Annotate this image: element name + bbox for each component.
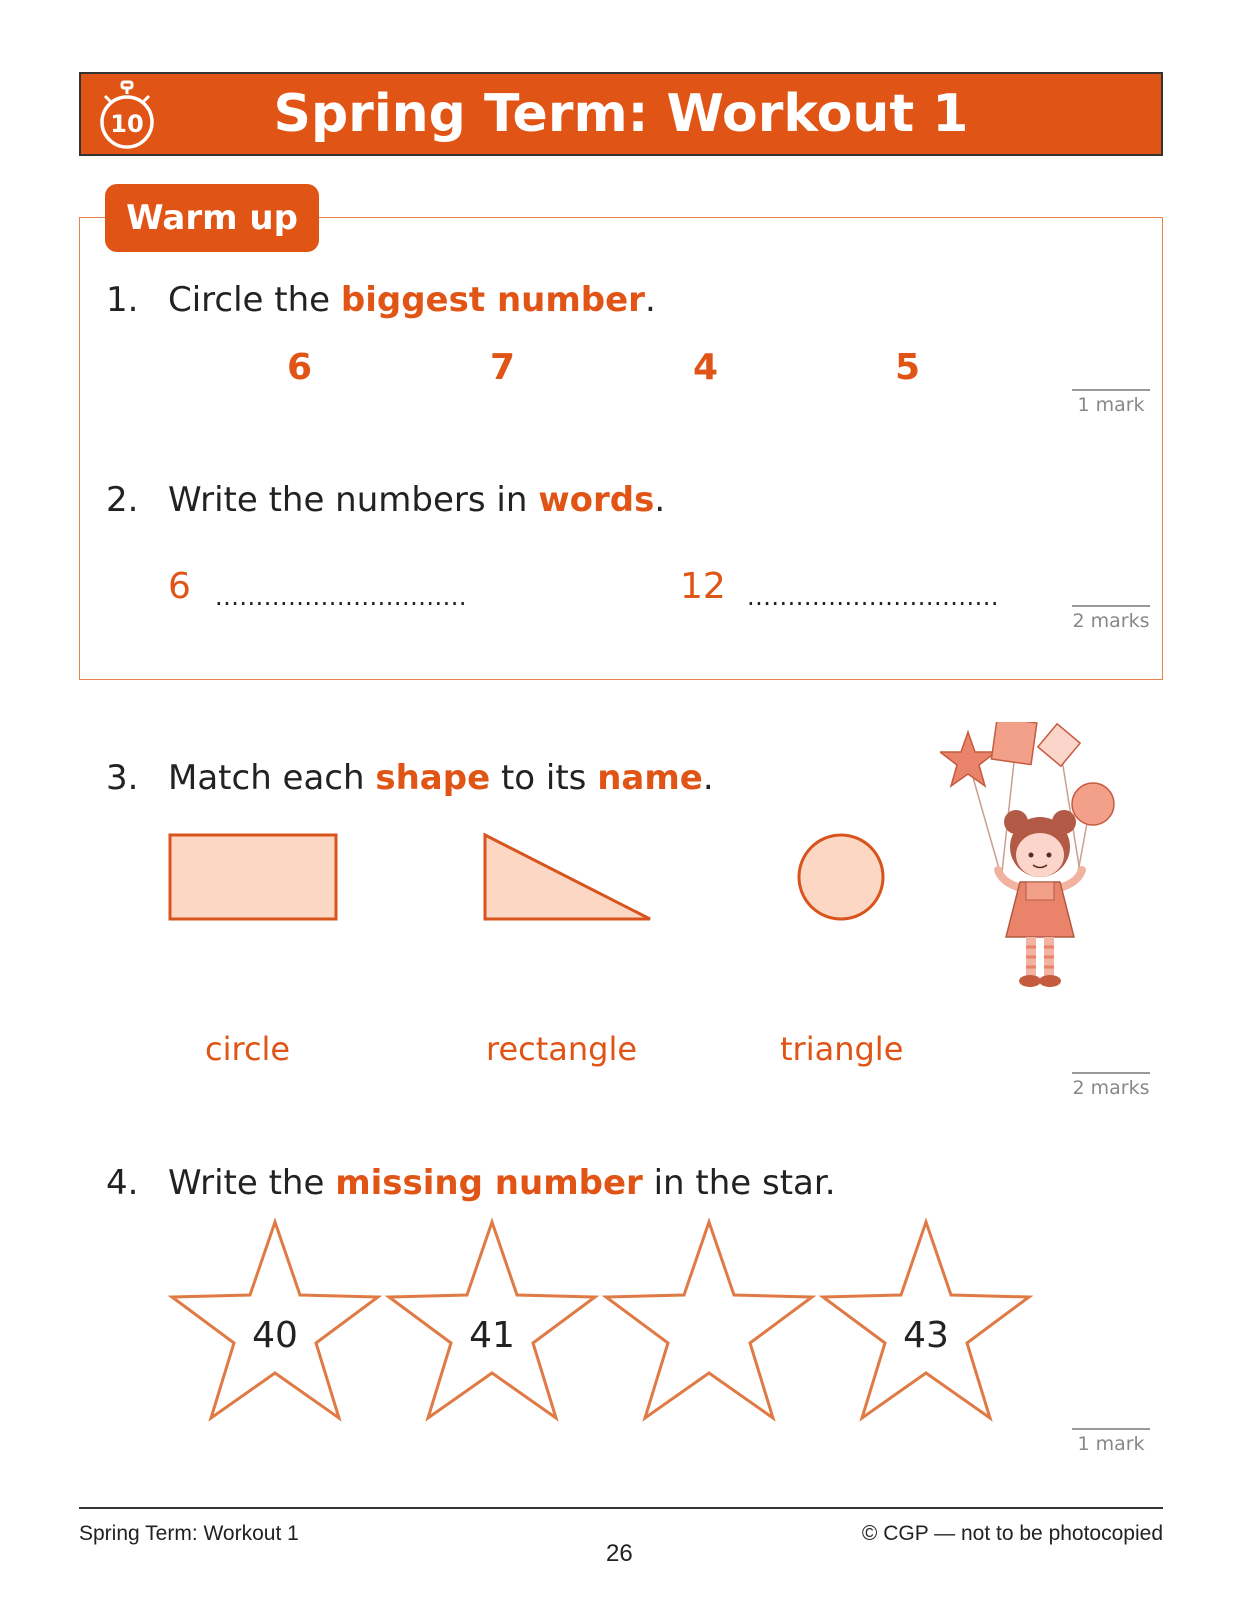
q4-number: 4. [106,1163,139,1203]
shape-name-triangle[interactable]: triangle [780,1030,904,1068]
q4-text [168,1163,836,1203]
star-3-missing[interactable] [606,1222,812,1418]
q1-highlight: biggest number [340,280,645,320]
q3-text-before: Match each [168,758,376,798]
timer-minutes: 10 [110,110,144,138]
circle-shape[interactable] [799,835,883,919]
q3-highlight-name: name [597,758,703,798]
q3-text-after: . [702,758,714,798]
q4-marks: 1 mark [1072,1428,1150,1455]
warmup-label: Warm up [105,184,319,252]
q4-text-after: in the star. [642,1163,836,1203]
q1-marks: 1 mark [1072,389,1150,416]
shape-name-rectangle[interactable]: rectangle [486,1030,638,1068]
q1-text-before: Circle the [168,280,341,320]
page-title: Spring Term: Workout 1 [273,84,969,144]
star-1-number: 40 [252,1315,298,1356]
girl-with-balloons-illustration [940,722,1140,1012]
q1-option-4[interactable]: 5 [895,347,921,388]
q1-option-3[interactable]: 4 [693,347,719,388]
q2-answer-line-2[interactable]: ............................... [747,583,999,611]
q3-marks: 2 marks [1072,1072,1150,1099]
q1-option-2[interactable]: 7 [490,347,516,388]
footer-divider [79,1507,1163,1509]
q2-marks: 2 marks [1072,605,1150,632]
star-2-number: 41 [469,1315,515,1356]
title-bar [79,72,1163,156]
shape-name-circle[interactable]: circle [205,1030,291,1068]
q3-text-middle: to its [490,758,598,798]
page-number: 26 [606,1540,633,1567]
q2-value-1: 6 [168,566,191,607]
q2-number: 2. [106,480,139,520]
q3-shapes [160,825,920,935]
q3-text [168,758,714,798]
q2-answer-line-1[interactable]: ............................... [215,583,467,611]
q2-text-before: Write the numbers in [168,480,539,520]
q2-value-2: 12 [680,566,726,607]
q3-highlight-shape: shape [375,758,491,798]
q2-text-after: . [654,480,666,520]
q2-highlight: words [538,480,655,520]
footer-copyright: © CGP — not to be photocopied [861,1522,1163,1545]
q1-option-1[interactable]: 6 [287,347,313,388]
q4-text-before: Write the [168,1163,336,1203]
q1-text [168,280,656,320]
q2-text [168,480,665,520]
q1-text-after: . [644,280,656,320]
triangle-shape[interactable] [485,835,650,919]
star-4-number: 43 [903,1315,949,1356]
rectangle-shape[interactable] [170,835,336,919]
q3-number: 3. [106,758,139,798]
q1-number: 1. [106,280,139,320]
footer-title: Spring Term: Workout 1 [79,1522,299,1545]
q4-highlight: missing number [335,1163,643,1203]
